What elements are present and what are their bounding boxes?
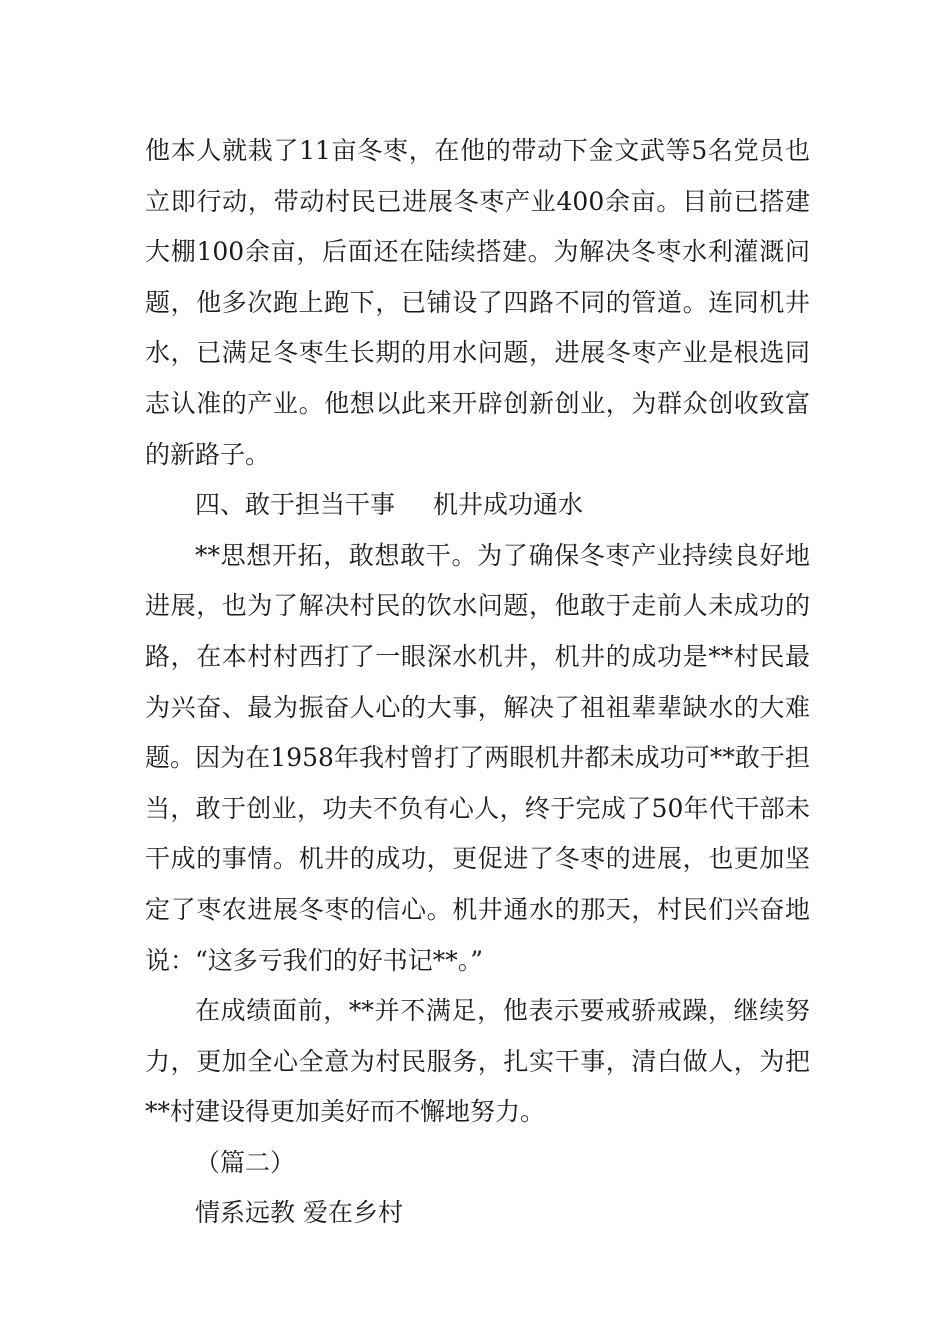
section-heading-title: 四、敢于担当干事 xyxy=(195,490,396,520)
part-label: （篇二） xyxy=(195,1147,296,1177)
paragraph-achievements: 在成绩面前，**并不满足，他表示要戒骄戒躁，继续努力，更加全心全意为村民服务，扎实干事，清白做人，为把**村建设得更加美好而不懈地努力。 xyxy=(145,996,810,1127)
section-heading xyxy=(145,480,810,531)
paragraph-well-success: **思想开拓，敢想敢干。为了确保冬枣产业持续良好地进展，也为了解决村民的饮水问题，他敢于走前人未成功的路，在本村村西打了一眼深水机井，机井的成功是**村民最为兴奋、最为振奋人心的大事，解决了祖祖辈辈缺水的大难题。因为在1958年我村曾打了两眼机井都未成功可**敢于担当，敢于创业，功夫不负有心人，终于完成了50年代干部未干成的事情。机井的成功，更促进了冬枣的进展，也更加坚定了枣农进展冬枣的信心。机井通水的那天，村民们兴奋地说：“这多亏我们的好书记**。” xyxy=(145,540,810,975)
document-body xyxy=(145,126,810,1239)
paragraph-jujube-industry: 他本人就栽了11亩冬枣，在他的带动下金文武等5名党员也立即行动，带动村民已进展冬枣产业400余亩。目前已搭建大棚100余亩，后面还在陆续搭建。为解决冬枣水利灌溉问题，他多次跑上跑下，已铺设了四路不同的管道。连同机井水，已满足冬枣生长期的用水问题，进展冬枣产业是根选同志认准的产业。他想以此来开辟创新创业，为群众创收致富的新路子。 xyxy=(145,136,810,469)
section-heading-subtitle: 机井成功通水 xyxy=(433,490,584,520)
next-article-title: 情系远教 爱在乡村 xyxy=(195,1198,403,1228)
